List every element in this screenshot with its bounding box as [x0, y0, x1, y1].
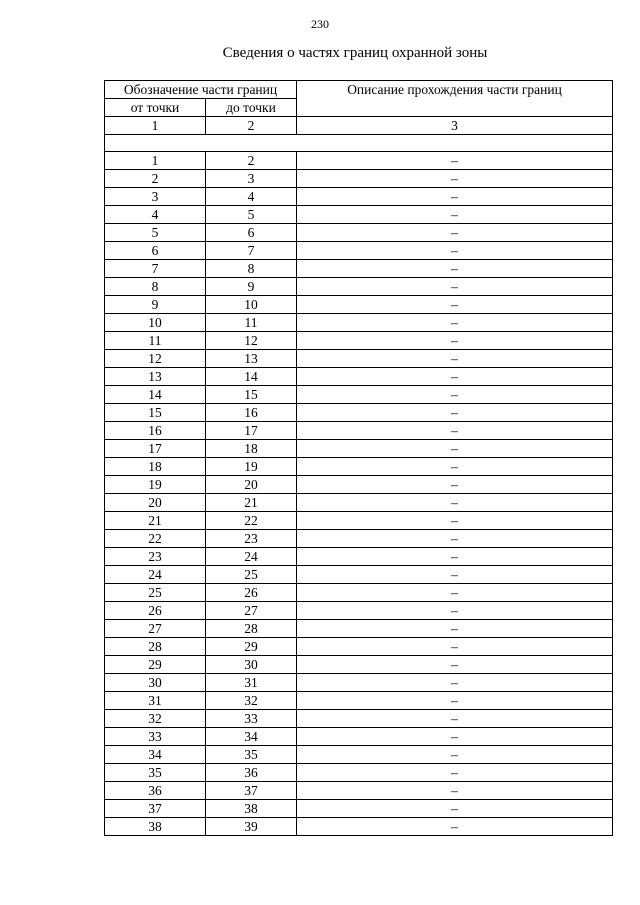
cell-from-point: 8	[105, 278, 206, 296]
cell-description: –	[297, 350, 613, 368]
cell-description: –	[297, 620, 613, 638]
cell-to-point: 20	[206, 476, 297, 494]
header-description: Описание прохождения части границ	[297, 81, 613, 117]
cell-to-point: 37	[206, 782, 297, 800]
cell-from-point: 20	[105, 494, 206, 512]
cell-description: –	[297, 368, 613, 386]
cell-description: –	[297, 188, 613, 206]
cell-to-point: 27	[206, 602, 297, 620]
page-number: 230	[311, 17, 329, 31]
cell-to-point: 30	[206, 656, 297, 674]
table-row	[105, 404, 613, 422]
cell-to-point: 13	[206, 350, 297, 368]
cell-from-point: 9	[105, 296, 206, 314]
cell-from-point: 33	[105, 728, 206, 746]
cell-from-point: 3	[105, 188, 206, 206]
cell-from-point: 6	[105, 242, 206, 260]
cell-description: –	[297, 206, 613, 224]
cell-to-point: 9	[206, 278, 297, 296]
header-to-point: до точки	[206, 99, 297, 117]
cell-description: –	[297, 530, 613, 548]
cell-from-point: 10	[105, 314, 206, 332]
cell-description: –	[297, 818, 613, 836]
table-row	[105, 800, 613, 818]
cell-from-point: 36	[105, 782, 206, 800]
cell-description: –	[297, 404, 613, 422]
table-row	[105, 206, 613, 224]
cell-description: –	[297, 260, 613, 278]
table-row	[105, 494, 613, 512]
cell-from-point: 1	[105, 152, 206, 170]
table-row	[105, 224, 613, 242]
table-row	[105, 710, 613, 728]
table-row	[105, 656, 613, 674]
cell-from-point: 37	[105, 800, 206, 818]
table-row	[105, 188, 613, 206]
cell-to-point: 36	[206, 764, 297, 782]
table-row	[105, 746, 613, 764]
cell-to-point: 11	[206, 314, 297, 332]
cell-to-point: 32	[206, 692, 297, 710]
table-row	[105, 314, 613, 332]
table-row	[105, 278, 613, 296]
cell-from-point: 14	[105, 386, 206, 404]
cell-to-point: 23	[206, 530, 297, 548]
table-row	[105, 602, 613, 620]
cell-to-point: 31	[206, 674, 297, 692]
cell-to-point: 24	[206, 548, 297, 566]
table-row	[105, 548, 613, 566]
table-row	[105, 152, 613, 170]
cell-to-point: 26	[206, 584, 297, 602]
cell-description: –	[297, 656, 613, 674]
cell-from-point: 38	[105, 818, 206, 836]
cell-to-point: 21	[206, 494, 297, 512]
table-row	[105, 350, 613, 368]
cell-to-point: 35	[206, 746, 297, 764]
cell-description: –	[297, 710, 613, 728]
table-row	[105, 692, 613, 710]
column-number: 2	[206, 117, 297, 135]
table-row	[105, 440, 613, 458]
cell-description: –	[297, 476, 613, 494]
cell-from-point: 16	[105, 422, 206, 440]
cell-from-point: 25	[105, 584, 206, 602]
cell-from-point: 28	[105, 638, 206, 656]
cell-from-point: 24	[105, 566, 206, 584]
cell-from-point: 2	[105, 170, 206, 188]
table-row	[105, 422, 613, 440]
cell-to-point: 22	[206, 512, 297, 530]
cell-description: –	[297, 386, 613, 404]
cell-from-point: 7	[105, 260, 206, 278]
cell-description: –	[297, 566, 613, 584]
cell-to-point: 38	[206, 800, 297, 818]
cell-to-point: 4	[206, 188, 297, 206]
table-row	[105, 476, 613, 494]
cell-description: –	[297, 494, 613, 512]
cell-description: –	[297, 296, 613, 314]
cell-from-point: 18	[105, 458, 206, 476]
cell-to-point: 12	[206, 332, 297, 350]
cell-from-point: 19	[105, 476, 206, 494]
document-title: Сведения о частях границ охранной зоны	[222, 45, 488, 61]
cell-to-point: 39	[206, 818, 297, 836]
table-row	[105, 620, 613, 638]
cell-description: –	[297, 548, 613, 566]
spacer-row	[105, 135, 613, 152]
table-row	[105, 296, 613, 314]
cell-to-point: 25	[206, 566, 297, 584]
table-row	[105, 368, 613, 386]
cell-to-point: 34	[206, 728, 297, 746]
cell-from-point: 4	[105, 206, 206, 224]
spacer-cell	[105, 135, 613, 152]
cell-description: –	[297, 674, 613, 692]
cell-to-point: 15	[206, 386, 297, 404]
column-number: 3	[297, 117, 613, 135]
cell-description: –	[297, 278, 613, 296]
cell-from-point: 35	[105, 764, 206, 782]
cell-to-point: 17	[206, 422, 297, 440]
table-row	[105, 242, 613, 260]
cell-from-point: 22	[105, 530, 206, 548]
cell-from-point: 23	[105, 548, 206, 566]
cell-to-point: 8	[206, 260, 297, 278]
cell-from-point: 27	[105, 620, 206, 638]
cell-description: –	[297, 638, 613, 656]
table-row	[105, 512, 613, 530]
cell-description: –	[297, 764, 613, 782]
cell-description: –	[297, 242, 613, 260]
cell-from-point: 13	[105, 368, 206, 386]
cell-description: –	[297, 152, 613, 170]
cell-from-point: 34	[105, 746, 206, 764]
table-row	[105, 638, 613, 656]
table-row	[105, 728, 613, 746]
cell-to-point: 28	[206, 620, 297, 638]
cell-from-point: 31	[105, 692, 206, 710]
table-row	[105, 260, 613, 278]
column-number: 1	[105, 117, 206, 135]
cell-to-point: 7	[206, 242, 297, 260]
cell-to-point: 16	[206, 404, 297, 422]
cell-to-point: 6	[206, 224, 297, 242]
table-row	[105, 782, 613, 800]
cell-description: –	[297, 332, 613, 350]
cell-description: –	[297, 800, 613, 818]
cell-to-point: 10	[206, 296, 297, 314]
cell-to-point: 19	[206, 458, 297, 476]
table-row	[105, 818, 613, 836]
cell-from-point: 12	[105, 350, 206, 368]
cell-from-point: 30	[105, 674, 206, 692]
cell-to-point: 33	[206, 710, 297, 728]
cell-description: –	[297, 584, 613, 602]
cell-description: –	[297, 692, 613, 710]
table-row	[105, 566, 613, 584]
cell-from-point: 32	[105, 710, 206, 728]
cell-from-point: 15	[105, 404, 206, 422]
cell-from-point: 26	[105, 602, 206, 620]
table-row	[105, 674, 613, 692]
table-row	[105, 530, 613, 548]
header-from-point: от точки	[105, 99, 206, 117]
table-row	[105, 386, 613, 404]
cell-from-point: 21	[105, 512, 206, 530]
cell-description: –	[297, 728, 613, 746]
cell-from-point: 17	[105, 440, 206, 458]
cell-description: –	[297, 224, 613, 242]
cell-description: –	[297, 746, 613, 764]
cell-to-point: 3	[206, 170, 297, 188]
table-row	[105, 584, 613, 602]
table-row	[105, 332, 613, 350]
cell-description: –	[297, 170, 613, 188]
cell-to-point: 18	[206, 440, 297, 458]
cell-description: –	[297, 602, 613, 620]
cell-from-point: 5	[105, 224, 206, 242]
cell-to-point: 5	[206, 206, 297, 224]
cell-description: –	[297, 782, 613, 800]
cell-to-point: 2	[206, 152, 297, 170]
cell-description: –	[297, 458, 613, 476]
cell-description: –	[297, 512, 613, 530]
table-row	[105, 764, 613, 782]
cell-description: –	[297, 440, 613, 458]
cell-to-point: 29	[206, 638, 297, 656]
header-boundary-designation: Обозначение части границ	[105, 81, 297, 99]
cell-description: –	[297, 314, 613, 332]
cell-description: –	[297, 422, 613, 440]
cell-from-point: 11	[105, 332, 206, 350]
table-row	[105, 458, 613, 476]
table-row	[105, 170, 613, 188]
cell-to-point: 14	[206, 368, 297, 386]
column-numbering-row	[105, 117, 613, 135]
boundary-table	[104, 80, 613, 836]
cell-from-point: 29	[105, 656, 206, 674]
